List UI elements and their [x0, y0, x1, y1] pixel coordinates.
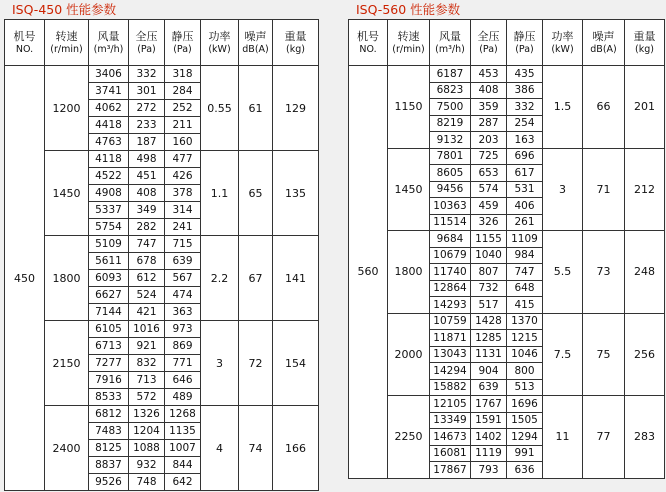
column-header [165, 20, 201, 66]
total-pressure-cell: 725 [471, 148, 507, 165]
total-pressure-cell: 1285 [471, 330, 507, 347]
column-header [5, 20, 45, 66]
table-row [5, 236, 319, 253]
noise-cell: 67 [239, 236, 273, 321]
table-row [349, 396, 665, 413]
weight-cell: 135 [273, 151, 319, 236]
static-pressure-cell: 747 [507, 264, 543, 281]
static-pressure-cell: 639 [165, 253, 201, 270]
total-pressure-cell: 349 [129, 202, 165, 219]
total-pressure-cell: 408 [129, 185, 165, 202]
header-row [349, 20, 665, 66]
airflow-cell: 9684 [430, 231, 471, 248]
model-number-cell: 560 [349, 66, 388, 479]
noise-cell: 71 [583, 148, 625, 231]
total-pressure-cell: 921 [129, 338, 165, 355]
header-unit: (kW) [208, 43, 231, 55]
static-pressure-cell: 477 [165, 151, 201, 168]
airflow-cell: 9526 [89, 474, 129, 491]
speed-cell: 1800 [388, 231, 430, 314]
airflow-cell: 4062 [89, 100, 129, 117]
column-header [201, 20, 239, 66]
airflow-cell: 6713 [89, 338, 129, 355]
static-pressure-cell: 474 [165, 287, 201, 304]
power-cell: 1.5 [543, 66, 583, 149]
noise-cell: 66 [583, 66, 625, 149]
static-pressure-cell: 636 [507, 462, 543, 479]
header-unit: (Pa) [137, 43, 156, 55]
static-pressure-cell: 363 [165, 304, 201, 321]
airflow-cell: 7144 [89, 304, 129, 321]
header-row [5, 20, 319, 66]
weight-cell: 201 [625, 66, 665, 149]
static-pressure-cell: 406 [507, 198, 543, 215]
airflow-cell: 14673 [430, 429, 471, 446]
total-pressure-cell: 451 [129, 168, 165, 185]
total-pressure-cell: 524 [129, 287, 165, 304]
airflow-cell: 8605 [430, 165, 471, 182]
static-pressure-cell: 1215 [507, 330, 543, 347]
header-label: 静压 [513, 29, 536, 43]
header-unit: (m³/h) [93, 43, 124, 55]
header-label: 转速 [397, 29, 420, 43]
airflow-cell: 4418 [89, 117, 129, 134]
airflow-cell: 11871 [430, 330, 471, 347]
total-pressure-cell: 1155 [471, 231, 507, 248]
static-pressure-cell: 567 [165, 270, 201, 287]
table-row [5, 66, 319, 83]
weight-cell: 212 [625, 148, 665, 231]
noise-cell: 73 [583, 231, 625, 314]
column-header [349, 20, 388, 66]
static-pressure-cell: 800 [507, 363, 543, 380]
total-pressure-cell: 453 [471, 66, 507, 83]
speed-cell: 1800 [45, 236, 89, 321]
column-header [430, 20, 471, 66]
airflow-cell: 6812 [89, 406, 129, 423]
header-label: 功率 [208, 29, 231, 43]
total-pressure-cell: 574 [471, 181, 507, 198]
speed-cell: 2000 [388, 313, 430, 396]
total-pressure-cell: 326 [471, 214, 507, 231]
header-unit: (Pa) [479, 43, 498, 55]
total-pressure-cell: 747 [129, 236, 165, 253]
airflow-cell: 6187 [430, 66, 471, 83]
static-pressure-cell: 1109 [507, 231, 543, 248]
total-pressure-cell: 639 [471, 379, 507, 396]
static-pressure-cell: 696 [507, 148, 543, 165]
static-pressure-cell: 386 [507, 82, 543, 99]
total-pressure-cell: 612 [129, 270, 165, 287]
header-unit: (m³/h) [435, 43, 465, 55]
noise-cell: 75 [583, 313, 625, 396]
total-pressure-cell: 1767 [471, 396, 507, 413]
airflow-cell: 12864 [430, 280, 471, 297]
header-label: 重量 [284, 29, 307, 43]
weight-cell: 129 [273, 66, 319, 151]
weight-cell: 166 [273, 406, 319, 491]
weight-cell: 248 [625, 231, 665, 314]
total-pressure-cell: 1016 [129, 321, 165, 338]
static-pressure-cell: 1505 [507, 412, 543, 429]
column-header [45, 20, 89, 66]
airflow-cell: 6093 [89, 270, 129, 287]
total-pressure-cell: 1326 [129, 406, 165, 423]
weight-cell: 283 [625, 396, 665, 479]
airflow-cell: 10759 [430, 313, 471, 330]
static-pressure-cell: 991 [507, 445, 543, 462]
table-row [349, 313, 665, 330]
airflow-cell: 8837 [89, 457, 129, 474]
speed-cell: 1450 [45, 151, 89, 236]
total-pressure-cell: 301 [129, 83, 165, 100]
isq-450-title: ISQ-450 性能参数 [12, 2, 117, 17]
airflow-cell: 9132 [430, 132, 471, 149]
header-unit: (r/min) [392, 43, 425, 55]
header-label: 全压 [135, 29, 158, 43]
airflow-cell: 13043 [430, 346, 471, 363]
airflow-cell: 15882 [430, 379, 471, 396]
static-pressure-cell: 163 [507, 132, 543, 149]
airflow-cell: 8125 [89, 440, 129, 457]
total-pressure-cell: 653 [471, 165, 507, 182]
static-pressure-cell: 415 [507, 297, 543, 314]
noise-cell: 74 [239, 406, 273, 491]
total-pressure-cell: 832 [129, 355, 165, 372]
header-label: 静压 [171, 29, 194, 43]
header-label: 功率 [551, 29, 574, 43]
column-header [471, 20, 507, 66]
column-header [583, 20, 625, 66]
power-cell: 1.1 [201, 151, 239, 236]
airflow-cell: 4118 [89, 151, 129, 168]
column-header [239, 20, 273, 66]
total-pressure-cell: 517 [471, 297, 507, 314]
header-unit: (Pa) [173, 43, 192, 55]
static-pressure-cell: 1046 [507, 346, 543, 363]
header-unit: (kW) [551, 43, 574, 55]
airflow-cell: 3741 [89, 83, 129, 100]
column-header [388, 20, 430, 66]
column-header [625, 20, 665, 66]
header-label: 噪声 [592, 29, 615, 43]
total-pressure-cell: 932 [129, 457, 165, 474]
static-pressure-cell: 844 [165, 457, 201, 474]
airflow-cell: 9456 [430, 181, 471, 198]
speed-cell: 1450 [388, 148, 430, 231]
airflow-cell: 7277 [89, 355, 129, 372]
header-unit: (r/min) [50, 43, 83, 55]
total-pressure-cell: 1119 [471, 445, 507, 462]
airflow-cell: 5109 [89, 236, 129, 253]
table-row [349, 66, 665, 83]
total-pressure-cell: 732 [471, 280, 507, 297]
header-unit: (kg) [286, 43, 305, 55]
total-pressure-cell: 1088 [129, 440, 165, 457]
power-cell: 11 [543, 396, 583, 479]
table-row [349, 148, 665, 165]
airflow-cell: 7801 [430, 148, 471, 165]
isq-560-title: ISQ-560 性能参数 [356, 2, 461, 17]
total-pressure-cell: 233 [129, 117, 165, 134]
total-pressure-cell: 459 [471, 198, 507, 215]
total-pressure-cell: 713 [129, 372, 165, 389]
airflow-cell: 5611 [89, 253, 129, 270]
static-pressure-cell: 378 [165, 185, 201, 202]
static-pressure-cell: 489 [165, 389, 201, 406]
static-pressure-cell: 332 [507, 99, 543, 116]
speed-cell: 2150 [45, 321, 89, 406]
static-pressure-cell: 984 [507, 247, 543, 264]
table-row [349, 231, 665, 248]
static-pressure-cell: 426 [165, 168, 201, 185]
total-pressure-cell: 1131 [471, 346, 507, 363]
airflow-cell: 14294 [430, 363, 471, 380]
header-label: 机号 [357, 29, 379, 43]
total-pressure-cell: 1204 [129, 423, 165, 440]
airflow-cell: 17867 [430, 462, 471, 479]
static-pressure-cell: 771 [165, 355, 201, 372]
power-cell: 5.5 [543, 231, 583, 314]
static-pressure-cell: 1268 [165, 406, 201, 423]
static-pressure-cell: 211 [165, 117, 201, 134]
airflow-cell: 8533 [89, 389, 129, 406]
static-pressure-cell: 241 [165, 219, 201, 236]
table-row [5, 406, 319, 423]
header-unit: dB(A) [242, 43, 269, 55]
airflow-cell: 12105 [430, 396, 471, 413]
total-pressure-cell: 282 [129, 219, 165, 236]
airflow-cell: 4908 [89, 185, 129, 202]
total-pressure-cell: 807 [471, 264, 507, 281]
static-pressure-cell: 1370 [507, 313, 543, 330]
header-unit: (Pa) [515, 43, 534, 55]
static-pressure-cell: 646 [165, 372, 201, 389]
static-pressure-cell: 254 [507, 115, 543, 132]
total-pressure-cell: 332 [129, 66, 165, 83]
airflow-cell: 3406 [89, 66, 129, 83]
static-pressure-cell: 617 [507, 165, 543, 182]
airflow-cell: 14293 [430, 297, 471, 314]
speed-cell: 1150 [388, 66, 430, 149]
speed-cell: 2250 [388, 396, 430, 479]
airflow-cell: 11740 [430, 264, 471, 281]
speed-cell: 2400 [45, 406, 89, 491]
airflow-cell: 10363 [430, 198, 471, 215]
noise-cell: 77 [583, 396, 625, 479]
column-header [89, 20, 129, 66]
airflow-cell: 4522 [89, 168, 129, 185]
airflow-cell: 7916 [89, 372, 129, 389]
static-pressure-cell: 160 [165, 134, 201, 151]
isq-560-table [348, 19, 665, 479]
power-cell: 7.5 [543, 313, 583, 396]
total-pressure-cell: 421 [129, 304, 165, 321]
static-pressure-cell: 284 [165, 83, 201, 100]
header-label: 风量 [97, 29, 120, 43]
static-pressure-cell: 531 [507, 181, 543, 198]
header-label: 全压 [477, 29, 500, 43]
total-pressure-cell: 1591 [471, 412, 507, 429]
isq-560-panel [348, 0, 665, 479]
header-unit: NO. [359, 43, 377, 55]
static-pressure-cell: 1294 [507, 429, 543, 446]
speed-cell: 1200 [45, 66, 89, 151]
static-pressure-cell: 318 [165, 66, 201, 83]
column-header [507, 20, 543, 66]
total-pressure-cell: 1040 [471, 247, 507, 264]
static-pressure-cell: 1007 [165, 440, 201, 457]
static-pressure-cell: 513 [507, 379, 543, 396]
header-label: 噪声 [244, 29, 267, 43]
static-pressure-cell: 1696 [507, 396, 543, 413]
total-pressure-cell: 1428 [471, 313, 507, 330]
column-header [543, 20, 583, 66]
total-pressure-cell: 904 [471, 363, 507, 380]
static-pressure-cell: 261 [507, 214, 543, 231]
noise-cell: 72 [239, 321, 273, 406]
static-pressure-cell: 869 [165, 338, 201, 355]
static-pressure-cell: 435 [507, 66, 543, 83]
header-unit: (kg) [635, 43, 654, 55]
airflow-cell: 8219 [430, 115, 471, 132]
total-pressure-cell: 287 [471, 115, 507, 132]
airflow-cell: 6823 [430, 82, 471, 99]
model-number-cell: 450 [5, 66, 45, 491]
total-pressure-cell: 793 [471, 462, 507, 479]
static-pressure-cell: 715 [165, 236, 201, 253]
weight-cell: 154 [273, 321, 319, 406]
total-pressure-cell: 1402 [471, 429, 507, 446]
noise-cell: 65 [239, 151, 273, 236]
airflow-cell: 5337 [89, 202, 129, 219]
airflow-cell: 7500 [430, 99, 471, 116]
column-header [129, 20, 165, 66]
airflow-cell: 4763 [89, 134, 129, 151]
isq-450-panel [4, 0, 319, 491]
airflow-cell: 5754 [89, 219, 129, 236]
total-pressure-cell: 748 [129, 474, 165, 491]
total-pressure-cell: 498 [129, 151, 165, 168]
static-pressure-cell: 642 [165, 474, 201, 491]
table-row [5, 321, 319, 338]
power-cell: 0.55 [201, 66, 239, 151]
total-pressure-cell: 678 [129, 253, 165, 270]
static-pressure-cell: 314 [165, 202, 201, 219]
noise-cell: 61 [239, 66, 273, 151]
power-cell: 3 [543, 148, 583, 231]
total-pressure-cell: 272 [129, 100, 165, 117]
power-cell: 4 [201, 406, 239, 491]
static-pressure-cell: 252 [165, 100, 201, 117]
column-header [273, 20, 319, 66]
header-label: 转速 [55, 29, 78, 43]
header-label: 风量 [439, 29, 461, 43]
weight-cell: 141 [273, 236, 319, 321]
airflow-cell: 7483 [89, 423, 129, 440]
airflow-cell: 13349 [430, 412, 471, 429]
header-unit: dB(A) [590, 43, 617, 55]
total-pressure-cell: 572 [129, 389, 165, 406]
airflow-cell: 6627 [89, 287, 129, 304]
total-pressure-cell: 408 [471, 82, 507, 99]
header-label: 机号 [13, 29, 36, 43]
static-pressure-cell: 973 [165, 321, 201, 338]
airflow-cell: 10679 [430, 247, 471, 264]
airflow-cell: 16081 [430, 445, 471, 462]
total-pressure-cell: 359 [471, 99, 507, 116]
power-cell: 3 [201, 321, 239, 406]
static-pressure-cell: 1135 [165, 423, 201, 440]
airflow-cell: 6105 [89, 321, 129, 338]
header-label: 重量 [633, 29, 656, 43]
isq-450-table [4, 19, 319, 491]
static-pressure-cell: 648 [507, 280, 543, 297]
airflow-cell: 11514 [430, 214, 471, 231]
total-pressure-cell: 203 [471, 132, 507, 149]
table-row [5, 151, 319, 168]
header-unit: NO. [15, 43, 34, 55]
total-pressure-cell: 187 [129, 134, 165, 151]
power-cell: 2.2 [201, 236, 239, 321]
weight-cell: 256 [625, 313, 665, 396]
